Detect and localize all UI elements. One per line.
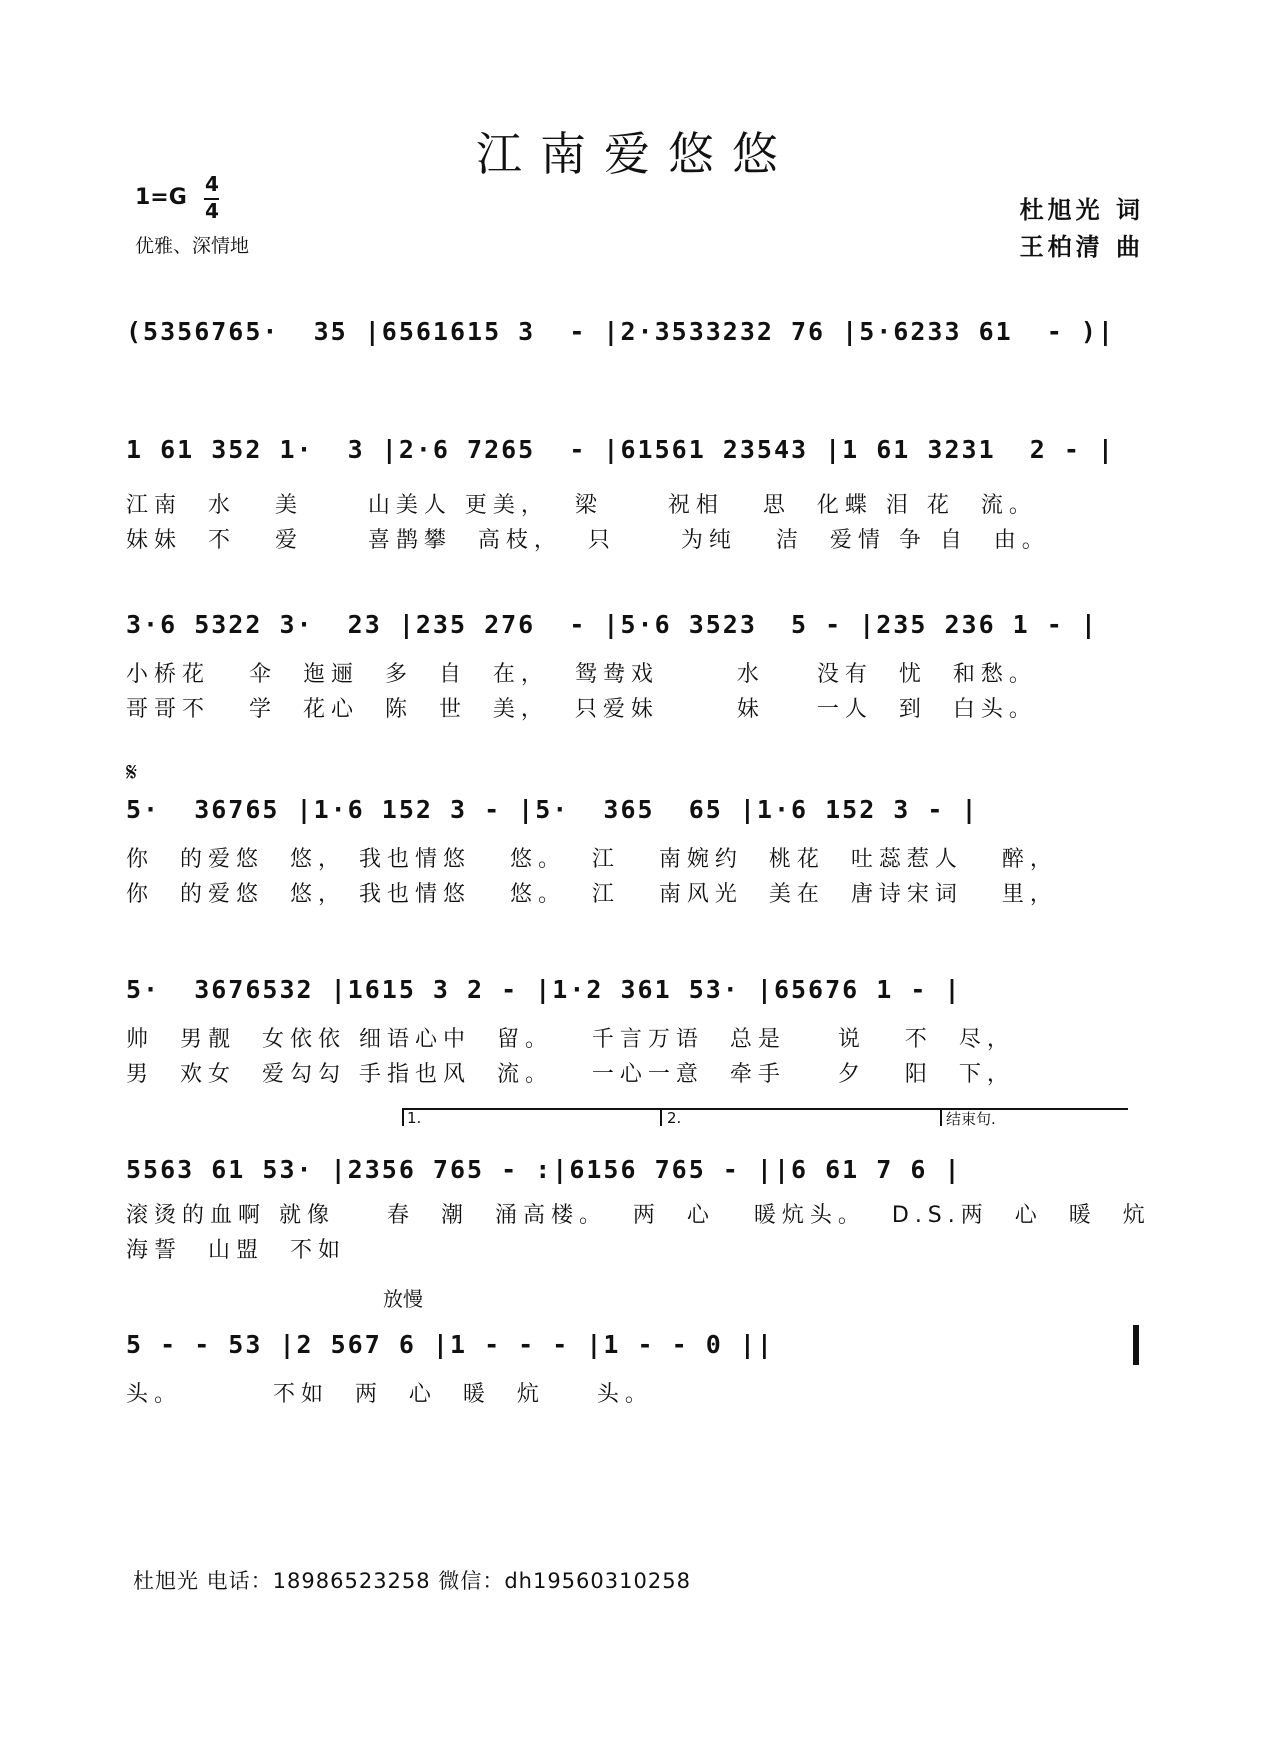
lyric-line-1: 头。 不如 两 心 暖 炕 头。	[126, 1382, 653, 1407]
composer-credit: 王柏清 曲	[1019, 233, 1144, 261]
lyric-line-1: 小桥花 伞 迤逦 多 自 在， 鸳鸯戏 水 没有 忧 和愁。	[126, 662, 1037, 687]
time-signature-bottom: 4	[205, 199, 219, 223]
notation-line: 1 61 352 1· 3 |2·6 7265 - |61561 23543 |1 61 3231 2 - |	[126, 435, 1115, 464]
volta-bracket-line	[402, 1108, 1128, 1110]
final-barline	[1133, 1325, 1139, 1365]
lyric-line-1: 滚烫的血啊 就像 春 潮 涌高楼。 两 心 暖炕头。 D.S.两 心 暖 炕	[126, 1203, 1151, 1228]
lyric-line-2: 男 欢女 爱勾勾 手指也风 流。 一心一意 牵手 夕 阳 下，	[126, 1062, 1015, 1087]
ending-label: 结束句.	[946, 1110, 996, 1128]
lyric-line-1: 江南 水 美 山美人 更美， 梁 祝相 思 化蝶 泪 花 流。	[126, 493, 1037, 518]
notation-line: (5356765· 35 |6561615 3 - |2·3533232 76 |5·6233 61 - )|	[126, 317, 1115, 346]
slow-marking: 放慢	[383, 1287, 423, 1311]
notation-line: 5· 3676532 |1615 3 2 - |1·2 361 53· |65676 1 - |	[126, 975, 962, 1004]
lyric-line-2: 海誓 山盟 不如	[126, 1238, 346, 1263]
lyric-line-2: 哥哥不 学 花心 陈 世 美， 只爱妹 妹 一人 到 白头。	[126, 697, 1037, 722]
lyricist-credit: 杜旭光 词	[1019, 196, 1144, 224]
time-signature-top: 4	[205, 172, 219, 196]
notation-line: 3·6 5322 3· 23 |235 276 - |5·6 3523 5 - |235 236 1 - |	[126, 610, 1098, 639]
volta-1-label: 1.	[407, 1109, 422, 1127]
volta-bracket-tick	[940, 1108, 942, 1126]
contact-footer: 杜旭光 电话：18986523258 微信：dh19560310258	[133, 1569, 691, 1593]
song-title: 江南爱悠悠	[476, 127, 796, 181]
lyric-line-1: 帅 男靓 女依依 细语心中 留。 千言万语 总是 说 不 尽，	[126, 1027, 1015, 1052]
notation-line: 5· 36765 |1·6 152 3 - |5· 365 65 |1·6 152 3 - |	[126, 795, 979, 824]
volta-bracket-tick	[402, 1108, 404, 1126]
key-signature: 1=G	[135, 185, 187, 210]
lyric-line-1: 你 的爱悠 悠， 我也情悠 悠。 江 南婉约 桃花 吐蕊惹人 醉，	[126, 847, 1058, 872]
volta-bracket-tick	[660, 1108, 662, 1126]
volta-2-label: 2.	[667, 1109, 682, 1127]
notation-line: 5 - - 53 |2 567 6 |1 - - - |1 - - 0 ||	[126, 1330, 774, 1359]
tempo-marking: 优雅、深情地	[135, 235, 250, 257]
lyric-line-2: 你 的爱悠 悠， 我也情悠 悠。 江 南风光 美在 唐诗宋词 里，	[126, 882, 1058, 907]
notation-line: 5563 61 53· |2356 765 - :|6156 765 - ||6 61 7 6 |	[126, 1155, 962, 1184]
lyric-line-2: 妹妹 不 爱 喜鹊攀 高枝， 只 为纯 洁 爱情 争 自 由。	[126, 528, 1050, 553]
segno-sign: 𝄋	[126, 758, 138, 788]
